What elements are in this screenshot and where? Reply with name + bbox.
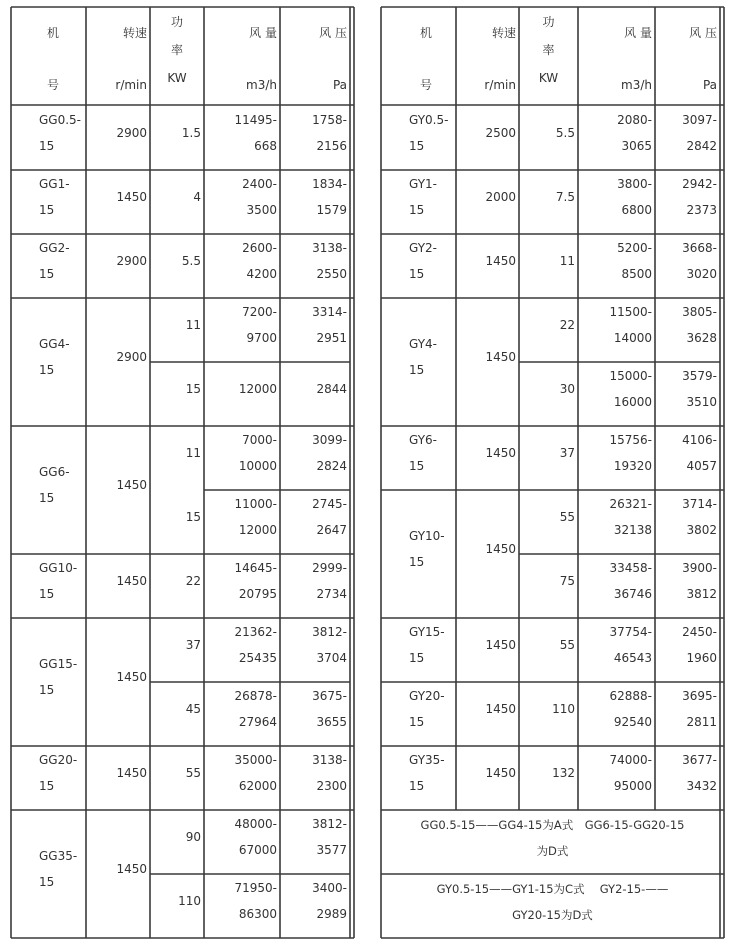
model-cell: GG10- 15 xyxy=(39,561,78,601)
airflow-cell: 7200- 9700 xyxy=(242,305,277,345)
airflow-cell: 71950- 86300 xyxy=(234,881,277,921)
power-cell: 55 xyxy=(559,638,575,652)
airflow-cell: 37754- 46543 xyxy=(609,625,652,665)
pressure-cell: 3099- 2824 xyxy=(312,433,347,473)
speed-cell: 1450 xyxy=(116,574,147,588)
model-cell: GG15- 15 xyxy=(39,657,78,697)
pressure-cell: 2999- 2734 xyxy=(312,561,347,601)
pressure-cell: 3714- 3802 xyxy=(682,497,717,537)
airflow-cell: 2600- 4200 xyxy=(242,241,277,281)
speed-cell: 1450 xyxy=(116,190,147,204)
airflow-cell: 26321- 32138 xyxy=(609,497,652,537)
header-airflow: 风 量 m3/h xyxy=(621,26,652,92)
pressure-cell: 3138- 2550 xyxy=(312,241,347,281)
speed-cell: 2900 xyxy=(116,350,147,364)
power-cell: 11 xyxy=(559,254,575,268)
pressure-cell: 3677- 3432 xyxy=(682,753,717,793)
speed-cell: 1450 xyxy=(116,670,147,684)
header-power: 功 率 KW xyxy=(167,15,187,85)
power-cell: 110 xyxy=(178,894,201,908)
model-cell: GY35- 15 xyxy=(409,753,445,793)
model-cell: GG35- 15 xyxy=(39,849,78,889)
speed-cell: 1450 xyxy=(116,478,147,492)
model-cell: GY10- 15 xyxy=(409,529,445,569)
pressure-cell: 3400- 2989 xyxy=(312,881,347,921)
power-cell: 30 xyxy=(559,382,575,396)
power-cell: 11 xyxy=(185,446,201,460)
speed-cell: 1450 xyxy=(485,446,516,460)
header-speed: 转速 r/min xyxy=(484,26,516,92)
speed-cell: 2900 xyxy=(116,126,147,140)
speed-cell: 1450 xyxy=(485,254,516,268)
airflow-cell: 62888- 92540 xyxy=(609,689,652,729)
pressure-cell: 2942- 2373 xyxy=(682,177,717,217)
speed-cell: 1450 xyxy=(116,862,147,876)
power-cell: 37 xyxy=(559,446,575,460)
header-speed: 转速 r/min xyxy=(115,26,147,92)
header-pressure: 风 压 Pa xyxy=(689,26,717,92)
airflow-cell: 2400- 3500 xyxy=(242,177,277,217)
speed-cell: 2000 xyxy=(485,190,516,204)
pressure-cell: 2745- 2647 xyxy=(312,497,347,537)
pressure-cell: 3314- 2951 xyxy=(312,305,347,345)
airflow-cell: 15000- 16000 xyxy=(609,369,652,409)
model-cell: GG6- 15 xyxy=(39,465,70,505)
airflow-cell: 3800- 6800 xyxy=(617,177,652,217)
airflow-cell: 7000- 10000 xyxy=(238,433,277,473)
model-cell: GY15- 15 xyxy=(409,625,445,665)
pressure-cell: 3812- 3577 xyxy=(312,817,347,857)
power-cell: 55 xyxy=(185,766,201,780)
power-cell: 55 xyxy=(559,510,575,524)
pressure-cell: 4106- 4057 xyxy=(682,433,717,473)
power-cell: 90 xyxy=(185,830,201,844)
type-note-gg: GG0.5-15——GG4-15为A式 GG6-15-GG20-15 为D式 xyxy=(420,818,685,858)
power-cell: 37 xyxy=(185,638,201,652)
speed-cell: 1450 xyxy=(485,702,516,716)
power-cell: 22 xyxy=(185,574,201,588)
airflow-cell: 2080- 3065 xyxy=(617,113,652,153)
power-cell: 15 xyxy=(185,510,201,524)
header-pressure: 风 压 Pa xyxy=(319,26,347,92)
airflow-cell: 74000- 95000 xyxy=(609,753,652,793)
power-cell: 1.5 xyxy=(181,126,201,140)
model-cell: GY20- 15 xyxy=(409,689,445,729)
speed-cell: 1450 xyxy=(485,350,516,364)
model-cell: GG2- 15 xyxy=(39,241,70,281)
power-cell: 5.5 xyxy=(555,126,575,140)
power-cell: 15 xyxy=(185,382,201,396)
model-cell: GY6- 15 xyxy=(409,433,437,473)
pressure-cell: 3812- 3704 xyxy=(312,625,347,665)
pressure-cell: 3097- 2842 xyxy=(682,113,717,153)
airflow-cell: 15756- 19320 xyxy=(609,433,652,473)
header-airflow: 风 量 m3/h xyxy=(246,26,277,92)
model-cell: GG4- 15 xyxy=(39,337,70,377)
airflow-cell: 33458- 36746 xyxy=(609,561,652,601)
type-note-gy: GY0.5-15——GY1-15为C式 GY2-15-—— GY20-15为D式 xyxy=(436,882,669,922)
airflow-cell: 26878- 27964 xyxy=(234,689,277,729)
power-cell: 11 xyxy=(185,318,201,332)
pressure-cell: 3805- 3628 xyxy=(682,305,717,345)
airflow-cell: 48000- 67000 xyxy=(234,817,277,857)
model-cell: GY2- 15 xyxy=(409,241,437,281)
pressure-cell: 2450- 1960 xyxy=(682,625,717,665)
airflow-cell: 11000- 12000 xyxy=(234,497,277,537)
header-model: 机 号 xyxy=(46,26,59,92)
power-cell: 22 xyxy=(559,318,575,332)
power-cell: 132 xyxy=(552,766,575,780)
model-cell: GG20- 15 xyxy=(39,753,78,793)
pressure-cell: 3579- 3510 xyxy=(682,369,717,409)
power-cell: 7.5 xyxy=(555,190,575,204)
speed-cell: 1450 xyxy=(116,766,147,780)
airflow-cell: 11500- 14000 xyxy=(609,305,652,345)
model-cell: GG1- 15 xyxy=(39,177,70,217)
airflow-cell: 12000 xyxy=(238,382,277,396)
model-cell: GY4- 15 xyxy=(409,337,437,377)
power-cell: 4 xyxy=(193,190,201,204)
header-power: 功 率 KW xyxy=(538,15,559,85)
pressure-cell: 3138- 2300 xyxy=(312,753,347,793)
pressure-cell: 3900- 3812 xyxy=(682,561,717,601)
airflow-cell: 5200- 8500 xyxy=(617,241,652,281)
pressure-cell: 3668- 3020 xyxy=(682,241,717,281)
model-cell: GY0.5- 15 xyxy=(409,113,449,153)
power-cell: 45 xyxy=(185,702,201,716)
airflow-cell: 14645- 20795 xyxy=(234,561,277,601)
pressure-cell: 1834- 1579 xyxy=(312,177,347,217)
speed-cell: 1450 xyxy=(485,766,516,780)
header-model: 机 号 xyxy=(419,26,432,92)
model-cell: GG0.5- 15 xyxy=(39,113,82,153)
pressure-cell: 2844 xyxy=(316,382,347,396)
speed-cell: 1450 xyxy=(485,542,516,556)
airflow-cell: 35000- 62000 xyxy=(234,753,277,793)
speed-cell: 1450 xyxy=(485,638,516,652)
power-cell: 110 xyxy=(552,702,575,716)
pressure-cell: 1758- 2156 xyxy=(312,113,347,153)
speed-cell: 2500 xyxy=(485,126,516,140)
power-cell: 5.5 xyxy=(181,254,201,268)
pressure-cell: 3675- 3655 xyxy=(312,689,347,729)
pressure-cell: 3695- 2811 xyxy=(682,689,717,729)
power-cell: 75 xyxy=(559,574,575,588)
model-cell: GY1- 15 xyxy=(409,177,437,217)
airflow-cell: 21362- 25435 xyxy=(234,625,277,665)
speed-cell: 2900 xyxy=(116,254,147,268)
airflow-cell: 11495- 668 xyxy=(234,113,277,153)
